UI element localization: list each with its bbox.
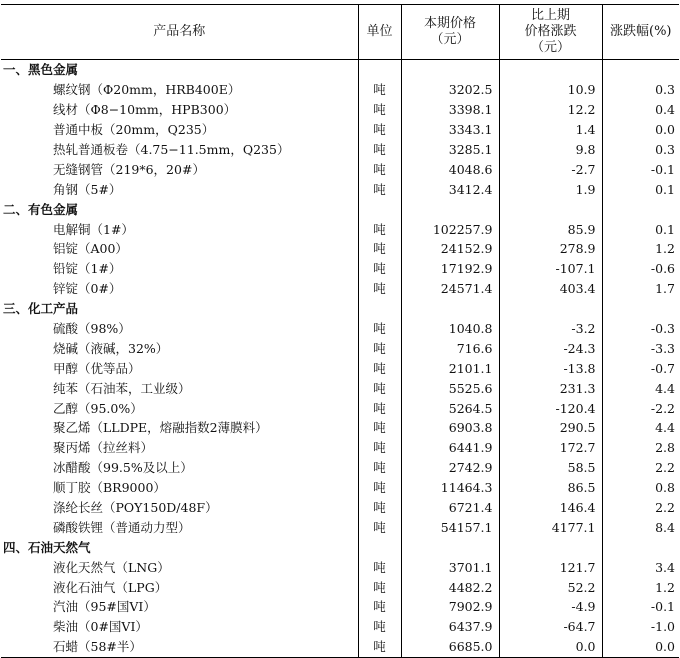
section-title: 四、石油天然气 <box>1 537 358 557</box>
section-title: 一、黑色金属 <box>1 60 358 80</box>
pct-cell: -0.6 <box>650 261 675 277</box>
pct-cell: -2.2 <box>650 400 675 416</box>
header-name: 产品名称 <box>1 5 358 60</box>
empty-cell <box>401 60 499 80</box>
price-cell: 4048.6 <box>401 159 499 179</box>
price-cell: 6437.9 <box>401 617 499 637</box>
table-row <box>1 120 679 140</box>
product-name-cell: 角钢（5#） <box>1 179 358 199</box>
change-cell: 403.4 <box>499 279 602 299</box>
unit-cell: 吨 <box>358 378 401 398</box>
unit-cell: 吨 <box>358 100 401 120</box>
change-cell: 278.9 <box>499 239 602 259</box>
table-row <box>1 597 679 617</box>
price-cell: 24152.9 <box>401 239 499 259</box>
header-unit: 单位 <box>358 5 401 60</box>
unit-cell: 吨 <box>358 179 401 199</box>
table-row <box>1 179 679 199</box>
price-cell: 1040.8 <box>401 319 499 339</box>
product-name-cell: 硫酸（98%） <box>1 319 358 339</box>
pct-cell: -0.7 <box>650 360 675 376</box>
table-row <box>1 259 679 279</box>
pct-cell: 0.3 <box>655 142 675 157</box>
unit-cell: 吨 <box>358 259 401 279</box>
price-cell: 11464.3 <box>401 478 499 498</box>
pct-cell: 8.4 <box>655 519 675 535</box>
unit-cell: 吨 <box>358 577 401 597</box>
product-name-cell: 柴油（0#国VI） <box>1 617 358 637</box>
section-header-row <box>1 60 679 80</box>
section-header-row <box>1 299 679 319</box>
table-row <box>1 279 679 299</box>
header-pct: 涨跌幅(%) <box>602 5 679 60</box>
unit-cell: 吨 <box>358 438 401 458</box>
empty-cell <box>358 299 401 319</box>
unit-cell: 吨 <box>358 279 401 299</box>
pct-cell: -1.0 <box>650 619 675 635</box>
price-cell: 5525.6 <box>401 378 499 398</box>
product-name-cell: 甲醇（优等品） <box>1 358 358 378</box>
price-cell: 3412.4 <box>401 179 499 199</box>
unit-cell: 吨 <box>358 219 401 239</box>
change-cell: 231.3 <box>499 378 602 398</box>
empty-cell <box>358 537 401 557</box>
product-name-cell: 锌锭（0#） <box>1 279 358 299</box>
price-cell: 3285.1 <box>401 140 499 160</box>
change-cell: 86.5 <box>499 478 602 498</box>
table-row <box>1 438 679 458</box>
price-cell: 24571.4 <box>401 279 499 299</box>
table-row <box>1 378 679 398</box>
pct-cell: -3.3 <box>650 340 675 356</box>
price-cell: 54157.1 <box>401 517 499 537</box>
product-name-cell: 螺纹钢（Φ20mm，HRB400E） <box>1 80 358 100</box>
unit-cell: 吨 <box>358 498 401 518</box>
unit-cell: 吨 <box>358 517 401 537</box>
header-change-line1: 比上期 <box>530 8 570 23</box>
change-cell: -4.9 <box>499 597 602 617</box>
table-row <box>1 358 679 378</box>
unit-cell: 吨 <box>358 398 401 418</box>
header-change <box>499 5 602 60</box>
pct-cell: 2.2 <box>655 500 675 516</box>
unit-cell: 吨 <box>358 338 401 358</box>
empty-cell <box>358 60 401 80</box>
unit-cell: 吨 <box>358 557 401 577</box>
pct-cell: 2.8 <box>655 440 675 456</box>
change-cell: -2.7 <box>499 159 602 179</box>
header-price-line2: （元） <box>430 32 470 47</box>
header-price <box>401 5 499 60</box>
change-cell: 52.2 <box>499 577 602 597</box>
change-cell: 290.5 <box>499 418 602 438</box>
product-name-cell: 线材（Φ8−10mm，HPB300） <box>1 100 358 120</box>
price-cell: 716.6 <box>401 338 499 358</box>
empty-cell <box>499 537 602 557</box>
pct-cell: -0.1 <box>650 161 675 177</box>
unit-cell: 吨 <box>358 358 401 378</box>
price-cell: 6721.4 <box>401 498 499 518</box>
price-cell: 5264.5 <box>401 398 499 418</box>
empty-cell <box>358 199 401 219</box>
product-name-cell: 顺丁胶（BR9000） <box>1 478 358 498</box>
pct-cell: 4.4 <box>655 420 675 436</box>
header-change-line2: 价格涨跌 <box>524 24 577 39</box>
price-cell: 6903.8 <box>401 418 499 438</box>
change-cell: 12.2 <box>499 100 602 120</box>
pct-cell: 3.4 <box>655 559 675 575</box>
table-row <box>1 159 679 179</box>
table-row <box>1 478 679 498</box>
price-cell: 2101.1 <box>401 358 499 378</box>
table-row <box>1 338 679 358</box>
unit-cell: 吨 <box>358 418 401 438</box>
product-name-cell: 普通中板（20mm，Q235） <box>1 120 358 140</box>
section-header-row <box>1 537 679 557</box>
table-row <box>1 219 679 239</box>
pct-cell: -0.3 <box>650 321 675 337</box>
header-price-line1: 本期价格 <box>423 16 476 31</box>
table-row <box>1 319 679 339</box>
product-name-cell: 电解铜（1#） <box>1 219 358 239</box>
unit-cell: 吨 <box>358 637 401 657</box>
table-row <box>1 517 679 537</box>
unit-cell: 吨 <box>358 159 401 179</box>
empty-cell <box>499 299 602 319</box>
table-row <box>1 498 679 518</box>
empty-cell <box>602 60 679 80</box>
price-cell: 17192.9 <box>401 259 499 279</box>
table-body <box>1 60 679 658</box>
price-table <box>1 4 679 658</box>
table-row <box>1 617 679 637</box>
pct-cell: 0.3 <box>655 82 675 98</box>
table-row <box>1 398 679 418</box>
table-row <box>1 418 679 438</box>
empty-cell <box>499 199 602 219</box>
product-name-cell: 石蜡（58#半） <box>1 637 358 657</box>
table-row <box>1 637 679 657</box>
product-name-cell: 无缝钢管（219*6，20#） <box>1 159 358 179</box>
price-cell: 7902.9 <box>401 597 499 617</box>
product-name-cell: 热轧普通板卷（4.75−11.5mm，Q235） <box>1 140 358 160</box>
unit-cell: 吨 <box>358 319 401 339</box>
change-cell: -24.3 <box>499 338 602 358</box>
unit-cell: 吨 <box>358 617 401 637</box>
pct-cell: 0.1 <box>655 181 675 197</box>
price-cell: 4482.2 <box>401 577 499 597</box>
product-name-cell: 乙醇（95.0%） <box>1 398 358 418</box>
change-cell: -107.1 <box>499 259 602 279</box>
change-cell: -64.7 <box>499 617 602 637</box>
change-cell: -120.4 <box>499 398 602 418</box>
empty-cell <box>401 199 499 219</box>
empty-cell <box>602 199 679 219</box>
product-name-cell: 液化石油气（LPG） <box>1 577 358 597</box>
unit-cell: 吨 <box>358 80 401 100</box>
unit-cell: 吨 <box>358 239 401 259</box>
table-row <box>1 458 679 478</box>
price-cell: 3701.1 <box>401 557 499 577</box>
empty-cell <box>602 299 679 319</box>
product-name-cell: 纯苯（石油苯，工业级） <box>1 378 358 398</box>
product-name-cell: 冰醋酸（99.5%及以上） <box>1 458 358 478</box>
unit-cell: 吨 <box>358 140 401 160</box>
table-row <box>1 100 679 120</box>
change-cell: -13.8 <box>499 358 602 378</box>
product-name-cell: 聚丙烯（拉丝料） <box>1 438 358 458</box>
pct-cell: 0.4 <box>655 102 675 118</box>
table-row <box>1 80 679 100</box>
empty-cell <box>602 537 679 557</box>
price-cell: 6685.0 <box>401 637 499 657</box>
product-name-cell: 涤纶长丝（POY150D/48F） <box>1 498 358 518</box>
pct-cell: 0.0 <box>655 122 675 138</box>
table-row <box>1 140 679 160</box>
table-row <box>1 557 679 577</box>
product-name-cell: 铅锭（1#） <box>1 259 358 279</box>
product-name-cell: 铝锭（A00） <box>1 239 358 259</box>
change-cell: 1.4 <box>499 120 602 140</box>
table-row <box>1 239 679 259</box>
change-cell: 9.8 <box>499 140 602 160</box>
unit-cell: 吨 <box>358 597 401 617</box>
product-name-cell: 液化天然气（LNG） <box>1 557 358 577</box>
price-cell: 6441.9 <box>401 438 499 458</box>
pct-cell: -0.1 <box>650 599 675 615</box>
header-change-line3: （元） <box>530 40 570 55</box>
pct-cell: 1.7 <box>655 281 675 297</box>
change-cell: -3.2 <box>499 319 602 339</box>
empty-cell <box>401 537 499 557</box>
price-cell: 2742.9 <box>401 458 499 478</box>
change-cell: 146.4 <box>499 498 602 518</box>
change-cell: 121.7 <box>499 557 602 577</box>
price-cell: 3343.1 <box>401 120 499 140</box>
price-cell: 3398.1 <box>401 100 499 120</box>
section-header-row <box>1 199 679 219</box>
section-title: 二、有色金属 <box>1 199 358 219</box>
pct-cell: 0.8 <box>655 480 675 496</box>
pct-cell: 1.2 <box>655 241 675 257</box>
empty-cell <box>401 299 499 319</box>
price-cell: 3202.5 <box>401 80 499 100</box>
product-name-cell: 磷酸铁锂（普通动力型） <box>1 517 358 537</box>
pct-cell: 1.2 <box>655 579 675 595</box>
table-row <box>1 577 679 597</box>
change-cell: 58.5 <box>499 458 602 478</box>
change-cell: 10.9 <box>499 80 602 100</box>
change-cell: 172.7 <box>499 438 602 458</box>
change-cell: 4177.1 <box>499 517 602 537</box>
pct-cell: 2.2 <box>655 460 675 476</box>
table-header <box>1 5 679 60</box>
unit-cell: 吨 <box>358 120 401 140</box>
unit-cell: 吨 <box>358 458 401 478</box>
unit-cell: 吨 <box>358 478 401 498</box>
change-cell: 0.0 <box>499 637 602 657</box>
pct-cell: 4.4 <box>655 380 675 396</box>
section-title: 三、化工产品 <box>1 299 358 319</box>
product-name-cell: 聚乙烯（LLDPE，熔融指数2薄膜料） <box>1 418 358 438</box>
change-cell: 1.9 <box>499 179 602 199</box>
product-name-cell: 汽油（95#国VI） <box>1 597 358 617</box>
empty-cell <box>499 60 602 80</box>
product-name-cell: 烧碱（液碱，32%） <box>1 338 358 358</box>
change-cell: 85.9 <box>499 219 602 239</box>
pct-cell: 0.0 <box>602 637 679 657</box>
price-cell: 102257.9 <box>401 219 499 239</box>
pct-cell: 0.1 <box>655 221 675 237</box>
